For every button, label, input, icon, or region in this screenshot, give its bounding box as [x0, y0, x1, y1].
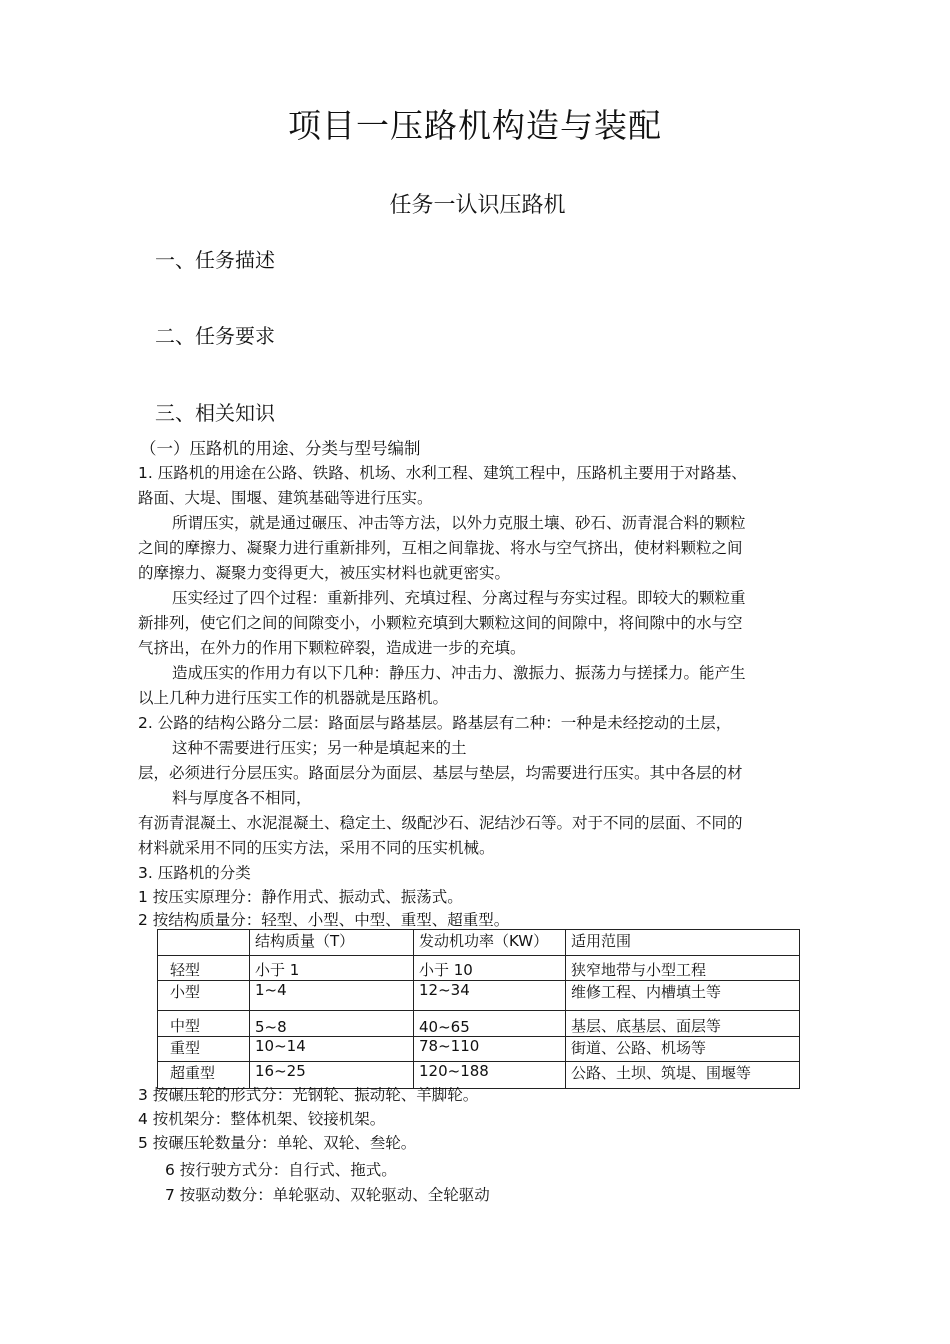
document-title: 项目一压路机构造与装配 [288, 106, 662, 145]
table-cell: 公路、土坝、筑堤、围堰等 [566, 1062, 800, 1089]
table-cell: 12~34 [414, 981, 566, 1011]
paragraph-line: 造成压实的作用力有以下几种：静压力、冲击力、激振力、振荡力与搓揉力。能产生 [172, 664, 746, 682]
paragraph-line: 1. 压路机的用途在公路、铁路、机场、水利工程、建筑工程中，压路机主要用于对路基、 [138, 464, 747, 482]
table-row [158, 1037, 800, 1062]
table-cell: 中型 [158, 1011, 250, 1037]
table-header-row [158, 930, 800, 956]
paragraph-line: 层，必须进行分层压实。路面层分为面层、基层与垫层，均需要进行压实。其中各层的材 [138, 764, 743, 782]
table-cell: 120~188 [414, 1062, 566, 1089]
paragraph-line: 4 按机架分：整体机架、铰接机架。 [138, 1110, 386, 1128]
table-row [158, 1011, 800, 1037]
table-cell: 狭窄地带与小型工程 [566, 956, 800, 981]
roller-classification-table [157, 929, 800, 1089]
paragraph-line: 之间的摩擦力、凝聚力进行重新排列，互相之间靠拢、将水与空气挤出，使材料颗粒之间 [138, 539, 743, 557]
paragraph-line: 2. 公路的结构公路分二层：路面层与路基层。路基层有二种：一种是未经挖动的土层， [138, 714, 732, 732]
table-cell: 重型 [158, 1037, 250, 1062]
table-cell: 维修工程、内槽填土等 [566, 981, 800, 1011]
paragraph-line: 所谓压实，就是通过碾压、冲击等方法，以外力克服土壤、砂石、沥青混合料的颗粒 [172, 514, 746, 532]
table-cell: 1~4 [250, 981, 414, 1011]
paragraph-line: 5 按碾压轮数量分：单轮、双轮、叁轮。 [138, 1134, 417, 1152]
paragraph-line: 6 按行驶方式分：自行式、拖式。 [165, 1161, 397, 1179]
paragraph-line: 气挤出，在外力的作用下颗粒碎裂，造成进一步的充填。 [138, 639, 526, 657]
table-cell: 小于 1 [250, 956, 414, 981]
table-header-cell: 结构质量（T） [250, 930, 414, 956]
table-cell: 78~110 [414, 1037, 566, 1062]
table-cell: 16~25 [250, 1062, 414, 1089]
paragraph-line: 新排列，使它们之间的间隙变小，小颗粒充填到大颗粒这间的间隙中，将间隙中的水与空 [138, 614, 743, 632]
paragraph-line: 的摩擦力、凝聚力变得更大，被压实材料也就更密实。 [138, 564, 511, 582]
paragraph-line: 3. 压路机的分类 [138, 864, 251, 882]
paragraph-line: 这种不需要进行压实；另一种是填起来的土 [172, 739, 467, 757]
table-cell: 10~14 [250, 1037, 414, 1062]
paragraph-line: 7 按驱动数分：单轮驱动、双轮驱动、全轮驱动 [165, 1186, 490, 1204]
paragraph-line: 3 按碾压轮的形式分：光钢轮、振动轮、羊脚轮。 [138, 1086, 479, 1104]
table-row [158, 956, 800, 981]
table-header-cell [158, 930, 250, 956]
table-cell: 小于 10 [414, 956, 566, 981]
paragraph-line: 压实经过了四个过程：重新排列、充填过程、分离过程与夯实过程。即较大的颗粒重 [172, 589, 746, 607]
paragraph-line: 料与厚度各不相同， [172, 789, 312, 807]
paragraph-line: 1 按压实原理分：静作用式、振动式、振荡式。 [138, 888, 463, 906]
table-cell: 轻型 [158, 956, 250, 981]
section-heading-task-description: 一、任务描述 [155, 248, 275, 272]
paragraph-line: 有沥青混凝土、水泥混凝土、稳定土、级配沙石、泥结沙石等。对于不同的层面、不同的 [138, 814, 743, 832]
paragraph-line: 2 按结构质量分：轻型、小型、中型、重型、超重型。 [138, 911, 510, 929]
table-cell: 5~8 [250, 1011, 414, 1037]
table-cell: 超重型 [158, 1062, 250, 1089]
section-heading-task-requirements: 二、任务要求 [155, 324, 275, 348]
table-cell: 街道、公路、机场等 [566, 1037, 800, 1062]
section-heading-related-knowledge: 三、相关知识 [155, 401, 275, 425]
paragraph-line: 路面、大堤、围堰、建筑基础等进行压实。 [138, 489, 433, 507]
table-cell: 小型 [158, 981, 250, 1011]
table-header-cell: 适用范围 [566, 930, 800, 956]
table-cell: 基层、底基层、面层等 [566, 1011, 800, 1037]
subsection-heading: （一）压路机的用途、分类与型号编制 [140, 439, 421, 458]
paragraph-line: 以上几种力进行压实工作的机器就是压路机。 [138, 689, 449, 707]
paragraph-line: 材料就采用不同的压实方法，采用不同的压实机械。 [138, 839, 495, 857]
task-subtitle: 任务一认识压路机 [389, 193, 566, 218]
table-header-cell: 发动机功率（KW） [414, 930, 566, 956]
table-cell: 40~65 [414, 1011, 566, 1037]
table-row [158, 981, 800, 1011]
